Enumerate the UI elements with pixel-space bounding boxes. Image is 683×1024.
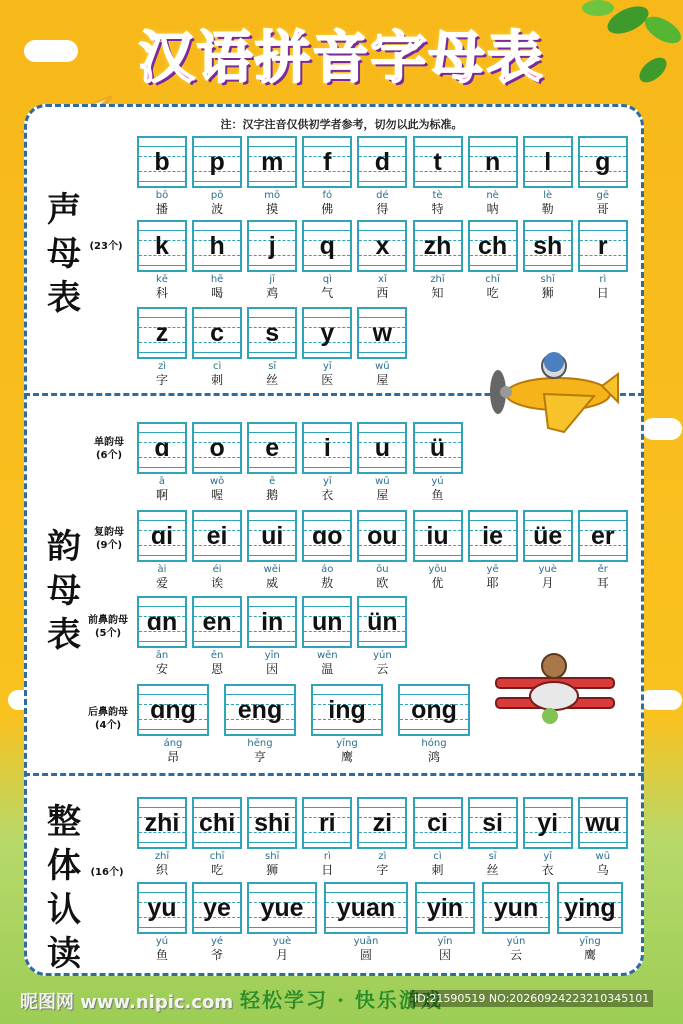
pinyin-letter: ɑng	[150, 696, 196, 724]
letter-card	[357, 422, 407, 504]
dan-yunmu-name: 单韵母	[94, 437, 124, 448]
zhengti-count: (16个)	[90, 867, 124, 878]
letter-card	[357, 220, 407, 302]
pinyin-reading: yī	[322, 476, 332, 487]
pinyin-reading: hē	[210, 274, 224, 285]
pinyin-letter: q	[319, 232, 335, 260]
letter-card	[192, 596, 242, 678]
pinyin-reading: shī	[540, 274, 555, 285]
pinyin-letter: s	[265, 319, 280, 347]
letter-card	[357, 136, 407, 218]
example-character: 呐	[486, 202, 499, 216]
pinyin-letter: ɑ	[154, 434, 170, 462]
example-character: 勒	[541, 202, 554, 216]
letter-card	[192, 307, 242, 389]
pinyin-reading: rì	[323, 851, 331, 862]
pinyin-reading: kē	[156, 274, 168, 285]
letter-card	[224, 684, 296, 766]
shengmu-title-text: 声母表	[47, 190, 81, 318]
letter-card	[302, 797, 352, 879]
letter-card	[302, 307, 352, 389]
example-character: 恩	[211, 662, 224, 676]
pinyin-reading: yé	[210, 936, 224, 947]
letter-card	[137, 422, 187, 504]
pinyin-letter: ong	[411, 696, 457, 724]
example-character: 安	[155, 662, 168, 676]
pinyin-letter: ou	[367, 522, 398, 550]
pinyin-letter: en	[202, 608, 232, 636]
letter-card	[247, 307, 297, 389]
pinyin-reading: zì	[378, 851, 387, 862]
example-character: 屋	[376, 488, 389, 502]
example-character: 吃	[211, 863, 224, 877]
pinyin-letter: ye	[203, 894, 231, 922]
pinyin-reading: yīng	[579, 936, 601, 947]
example-character: 爱	[155, 576, 168, 590]
footer-slogan: 轻松学习 · 快乐游戏	[240, 988, 443, 1012]
letter-card	[137, 510, 187, 592]
letter-card	[413, 422, 463, 504]
letter-card	[247, 596, 297, 678]
pinyin-reading: yú	[155, 936, 169, 947]
example-character: 鱼	[431, 488, 444, 502]
letter-card	[247, 510, 297, 592]
pinyin-reading: tè	[432, 190, 443, 201]
example-character: 摸	[266, 202, 279, 216]
letter-card	[578, 136, 628, 218]
example-character: 温	[321, 662, 334, 676]
pinyin-reading: éi	[212, 564, 222, 575]
pinyin-letter: zi	[372, 809, 393, 837]
pinyin-letter: ci	[427, 809, 448, 837]
pinyin-letter: ch	[478, 232, 508, 260]
letter-card	[523, 136, 573, 218]
letter-card	[137, 220, 187, 302]
pinyin-reading: dé	[376, 190, 389, 201]
pinyin-reading: hóng	[421, 738, 447, 749]
pinyin-reading: ē	[269, 476, 276, 487]
pinyin-letter: shi	[254, 809, 291, 837]
example-character: 屋	[376, 373, 389, 387]
letter-card	[247, 422, 297, 504]
pinyin-letter: si	[482, 809, 504, 837]
pinyin-reading: yuè	[272, 936, 292, 947]
red-biplane-icon	[486, 646, 622, 726]
pinyin-letter: c	[210, 319, 225, 347]
example-character: 月	[275, 948, 288, 962]
example-character: 鸿	[427, 750, 440, 764]
example-character: 诶	[211, 576, 224, 590]
pinyin-letter: ü	[429, 434, 446, 462]
example-character: 喝	[211, 286, 224, 300]
letter-card	[302, 422, 352, 504]
pinyin-reading: zì	[157, 361, 167, 372]
pinyin-reading: áng	[163, 738, 183, 749]
example-character: 知	[431, 286, 444, 300]
pinyin-reading: ā	[158, 476, 166, 487]
pinyin-letter: yuan	[336, 894, 396, 922]
pinyin-reading: sī	[488, 851, 497, 862]
pinyin-letter: eng	[237, 696, 283, 724]
example-character: 织	[155, 863, 168, 877]
pinyin-letter: x	[375, 232, 390, 260]
letter-card	[137, 307, 187, 389]
pinyin-reading: fó	[322, 190, 333, 201]
example-character: 优	[431, 576, 444, 590]
letter-card	[468, 510, 518, 592]
pinyin-letter: ün	[367, 608, 398, 636]
pinyin-letter: r	[597, 232, 608, 260]
note-text: 注：汉字注音仅供初学者参考，切勿以此为标准。	[220, 118, 463, 131]
pinyin-reading: mō	[264, 190, 281, 201]
letter-card	[523, 797, 573, 879]
section-divider	[24, 773, 644, 776]
example-character: 特	[431, 202, 444, 216]
example-character: 云	[509, 948, 522, 962]
pinyin-letter: e	[265, 434, 280, 462]
letter-card	[413, 797, 463, 879]
pinyin-letter: yin	[426, 894, 464, 922]
pinyin-reading: chī	[209, 851, 225, 862]
hou-yunmu-count: (4个)	[94, 720, 122, 731]
pinyin-letter: o	[209, 434, 225, 462]
example-character: 吃	[486, 286, 499, 300]
pinyin-reading: xī	[378, 274, 387, 285]
letter-card	[357, 307, 407, 389]
shengmu-count: (23个)	[89, 241, 123, 252]
example-character: 月	[541, 576, 554, 590]
example-character: 啊	[155, 488, 168, 502]
pinyin-reading: qì	[322, 274, 332, 285]
pinyin-reading: nè	[486, 190, 499, 201]
letter-card	[468, 136, 518, 218]
example-character: 丝	[486, 863, 499, 877]
pinyin-reading: jī	[269, 274, 275, 285]
pinyin-letter: ie	[482, 522, 504, 550]
letter-card	[247, 136, 297, 218]
pinyin-reading: yī	[543, 851, 553, 862]
example-character: 字	[155, 373, 168, 387]
pinyin-reading: cì	[433, 851, 442, 862]
pinyin-letter: wu	[585, 809, 621, 837]
watermark-site: 昵图网 www.nipic.com	[20, 992, 234, 1013]
pinyin-letter: ei	[206, 522, 228, 550]
pinyin-letter: m	[261, 148, 284, 176]
hou-yunmu-label	[82, 706, 134, 732]
pinyin-reading: yī	[322, 361, 332, 372]
pinyin-letter: ri	[318, 809, 336, 837]
pinyin-letter: h	[209, 232, 225, 260]
example-character: 耳	[596, 576, 609, 590]
letter-card	[192, 220, 242, 302]
pinyin-reading: yē	[486, 564, 499, 575]
letter-card	[192, 422, 242, 504]
pinyin-letter: z	[155, 319, 169, 347]
letter-card	[578, 220, 628, 302]
letter-card	[324, 882, 408, 964]
letter-card	[137, 136, 187, 218]
pinyin-letter: yun	[493, 894, 539, 922]
example-character: 得	[376, 202, 389, 216]
example-character: 鱼	[155, 948, 168, 962]
pinyin-letter: n	[484, 148, 501, 176]
pinyin-letter: iu	[426, 522, 449, 550]
example-character: 云	[376, 662, 389, 676]
example-character: 爷	[210, 948, 223, 962]
pinyin-letter: ing	[328, 696, 366, 724]
letter-card	[137, 596, 187, 678]
fu-yunmu-name: 复韵母	[94, 527, 124, 538]
letter-card	[357, 510, 407, 592]
letter-card	[357, 596, 407, 678]
dan-yunmu-label	[86, 436, 132, 462]
pinyin-reading: yún	[506, 936, 526, 947]
example-character: 圆	[359, 948, 372, 962]
pinyin-reading: zhī	[154, 851, 170, 862]
pinyin-letter: yu	[147, 894, 177, 922]
pinyin-reading: zhī	[430, 274, 445, 285]
example-character: 耶	[486, 576, 499, 590]
letter-card	[302, 136, 352, 218]
hou-yunmu-name: 后鼻韵母	[88, 707, 128, 718]
pinyin-reading: chī	[485, 274, 500, 285]
pinyin-letter: ui	[261, 522, 284, 550]
pinyin-letter: k	[155, 232, 169, 260]
cloud-decoration	[640, 690, 682, 710]
pinyin-reading: gē	[596, 190, 610, 201]
pinyin-reading: ěr	[597, 564, 608, 575]
letter-card	[192, 510, 242, 592]
pinyin-letter: ɑn	[146, 608, 178, 636]
pinyin-reading: wū	[595, 851, 611, 862]
letter-card	[247, 220, 297, 302]
letter-card	[137, 797, 187, 879]
qian-yunmu-label	[82, 614, 134, 640]
pinyin-letter: sh	[533, 232, 563, 260]
pinyin-reading: shī	[265, 851, 280, 862]
letter-card	[578, 797, 628, 879]
letter-card	[468, 220, 518, 302]
cloud-decoration	[642, 418, 682, 440]
pinyin-reading: ān	[155, 650, 169, 661]
letter-card	[302, 510, 352, 592]
example-character: 鸡	[266, 286, 279, 300]
example-character: 哥	[596, 202, 609, 216]
pinyin-reading: ēn	[210, 650, 224, 661]
pinyin-reading: hēng	[247, 738, 273, 749]
example-character: 丝	[266, 373, 279, 387]
pinyin-reading: wēi	[263, 564, 281, 575]
shengmu-title	[44, 188, 84, 320]
qian-yunmu-count: (5个)	[94, 628, 122, 639]
example-character: 狮	[541, 286, 554, 300]
pinyin-letter: er	[590, 522, 615, 550]
letter-card	[247, 882, 317, 964]
pinyin-reading: yuān	[353, 936, 379, 947]
letter-card	[523, 510, 573, 592]
pinyin-letter: b	[154, 148, 170, 176]
pinyin-reading: wō	[209, 476, 225, 487]
example-character: 西	[376, 286, 389, 300]
pinyin-letter: u	[374, 434, 391, 462]
letter-card	[413, 136, 463, 218]
letter-card	[192, 797, 242, 879]
page-title: 汉语拼音字母表	[138, 25, 545, 91]
pinyin-reading: yīng	[336, 738, 358, 749]
pinyin-letter: l	[544, 148, 552, 176]
letter-card	[578, 510, 628, 592]
pinyin-reading: pō	[210, 190, 224, 201]
example-character: 欧	[376, 576, 389, 590]
letter-card	[482, 882, 550, 964]
example-character: 刺	[211, 373, 224, 387]
example-character: 科	[155, 286, 168, 300]
pinyin-letter: y	[320, 319, 335, 347]
pinyin-reading: ōu	[376, 564, 389, 575]
letter-card	[137, 684, 209, 766]
pinyin-reading: yīn	[437, 936, 453, 947]
pinyin-letter: t	[433, 148, 442, 176]
pinyin-letter: yue	[260, 894, 304, 922]
example-character: 气	[321, 286, 334, 300]
pinyin-letter: d	[374, 148, 391, 176]
pinyin-letter: in	[261, 608, 284, 636]
letter-card	[192, 882, 242, 964]
pinyin-reading: áo	[321, 564, 334, 575]
letter-card	[247, 797, 297, 879]
pinyin-reading: sī	[268, 361, 277, 372]
example-character: 字	[376, 863, 389, 877]
pinyin-letter: ɑi	[150, 522, 174, 550]
pinyin-reading: bō	[155, 190, 169, 201]
example-character: 波	[211, 202, 224, 216]
pinyin-letter: f	[323, 148, 332, 176]
example-character: 日	[596, 286, 609, 300]
example-character: 鹅	[266, 488, 279, 502]
pinyin-letter: un	[312, 608, 343, 636]
pinyin-letter: w	[372, 319, 393, 347]
example-character: 乌	[596, 863, 609, 877]
pinyin-reading: wēn	[316, 650, 338, 661]
watermark-id: ID:21590519 NO:20260924223210345101	[410, 990, 653, 1007]
pinyin-reading: ài	[157, 564, 167, 575]
pinyin-letter: g	[595, 148, 611, 176]
pinyin-letter: p	[209, 148, 225, 176]
pinyin-reading: rì	[599, 274, 607, 285]
example-character: 佛	[321, 202, 334, 216]
dan-yunmu-count: (6个)	[95, 450, 123, 461]
pinyin-reading: yīn	[264, 650, 280, 661]
yunmu-title	[44, 525, 84, 657]
letter-card	[413, 220, 463, 302]
letter-card	[137, 882, 187, 964]
letter-card	[311, 684, 383, 766]
pinyin-reading: wū	[375, 361, 390, 372]
example-character: 狮	[266, 863, 279, 877]
pinyin-reading: yún	[373, 650, 392, 661]
letter-card	[192, 136, 242, 218]
letter-card	[523, 220, 573, 302]
example-character: 鹰	[340, 750, 353, 764]
example-character: 喔	[211, 488, 224, 502]
letter-card	[302, 596, 352, 678]
letter-card	[398, 684, 470, 766]
letter-card	[413, 510, 463, 592]
example-character: 衣	[541, 863, 554, 877]
example-character: 昂	[166, 750, 179, 764]
letter-card	[468, 797, 518, 879]
pinyin-letter: ying	[564, 894, 616, 922]
example-character: 亨	[253, 750, 266, 764]
example-character: 衣	[321, 488, 334, 502]
pinyin-letter: zhi	[144, 809, 180, 837]
zhengti-title	[44, 800, 84, 976]
example-character: 鹰	[583, 948, 596, 962]
pinyin-reading: wū	[375, 476, 390, 487]
pinyin-letter: yi	[537, 809, 559, 837]
example-character: 威	[266, 576, 279, 590]
pinyin-letter: j	[268, 232, 276, 260]
pinyin-reading: cì	[212, 361, 222, 372]
letter-card	[302, 220, 352, 302]
fu-yunmu-label	[86, 526, 132, 552]
letter-card	[357, 797, 407, 879]
example-character: 因	[438, 948, 451, 962]
pinyin-reading: yuè	[538, 564, 557, 575]
pinyin-reading: yú	[431, 476, 444, 487]
example-character: 因	[266, 662, 279, 676]
example-character: 医	[321, 373, 334, 387]
example-character: 播	[155, 202, 168, 216]
pinyin-letter: zh	[423, 232, 452, 260]
yellow-airplane-icon	[484, 336, 624, 440]
zhengti-title-text: 整体认读	[47, 802, 81, 974]
letter-card	[415, 882, 475, 964]
pinyin-letter: üe	[533, 522, 563, 550]
fu-yunmu-count: (9个)	[95, 540, 123, 551]
pinyin-reading: lè	[543, 190, 553, 201]
letter-card	[557, 882, 623, 964]
pinyin-letter: i	[323, 434, 331, 462]
qian-yunmu-name: 前鼻韵母	[88, 615, 128, 626]
example-character: 日	[321, 863, 334, 877]
pinyin-reading: yōu	[428, 564, 447, 575]
yunmu-title-text: 韵母表	[47, 527, 81, 655]
pinyin-letter: chi	[199, 809, 236, 837]
pinyin-letter: ɑo	[312, 522, 343, 550]
example-character: 刺	[431, 863, 444, 877]
example-character: 敖	[321, 576, 334, 590]
